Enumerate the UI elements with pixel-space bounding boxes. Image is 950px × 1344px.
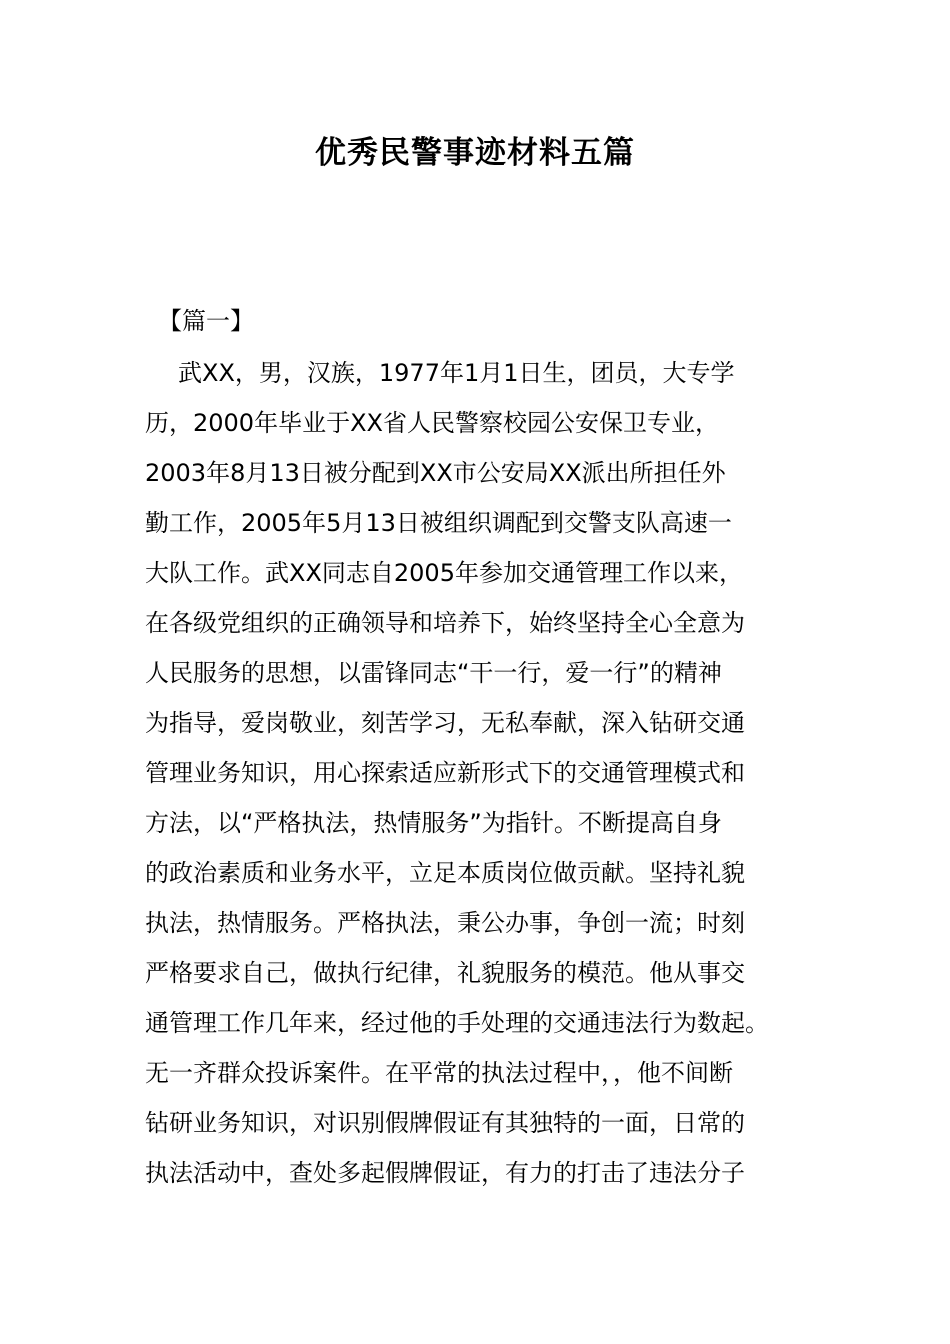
body-line: 2003年8月13日被分配到XX市公安局XX派出所担任外 [145, 459, 726, 487]
document-title: 优秀民警事迹材料五篇 [315, 135, 635, 171]
body-line: 严格要求自己，做执行纪律，礼貌服务的模范。他从事交 [145, 959, 745, 987]
body-line: 执法活动中，查处多起假牌假证，有力的打击了违法分子 [145, 1159, 745, 1187]
body-line: 为指导，爱岗敬业，刻苦学习，无私奉献，深入钻研交通 [145, 709, 745, 737]
body-line: 勤工作，2005年5月13日被组织调配到交警支队高速一 [145, 509, 732, 537]
body-line: 通管理工作几年来，经过他的手处理的交通违法行为数起。 [145, 1009, 769, 1037]
body-line: 管理业务知识，用心探索适应新形式下的交通管理模式和 [145, 759, 745, 787]
section-heading: 【篇一】 [158, 307, 254, 335]
body-line: 武XX，男，汉族，1977年1月1日生，团员，大专学 [178, 359, 735, 387]
body-line: 大队工作。武XX同志自2005年参加交通管理工作以来， [145, 559, 743, 587]
body-line: 历，2000年毕业于XX省人民警察校园公安保卫专业， [145, 409, 719, 437]
body-line: 在各级党组织的正确领导和培养下，始终坚持全心全意为 [145, 609, 745, 637]
body-line: 钻研业务知识，对识别假牌假证有其独特的一面，日常的 [145, 1109, 745, 1137]
body-line: 无一齐群众投诉案件。在平常的执法过程中，，他不间断 [145, 1059, 733, 1087]
body-line: 方法，以“严格执法，热情服务”为指针。不断提高自身 [145, 809, 722, 837]
body-line: 人民服务的思想，以雷锋同志“干一行，爱一行”的精神 [145, 659, 722, 687]
body-line: 的政治素质和业务水平，立足本质岗位做贡献。坚持礼貌 [145, 859, 745, 887]
body-line: 执法，热情服务。严格执法，秉公办事，争创一流；时刻 [145, 909, 745, 937]
body-text [145, 348, 825, 1198]
